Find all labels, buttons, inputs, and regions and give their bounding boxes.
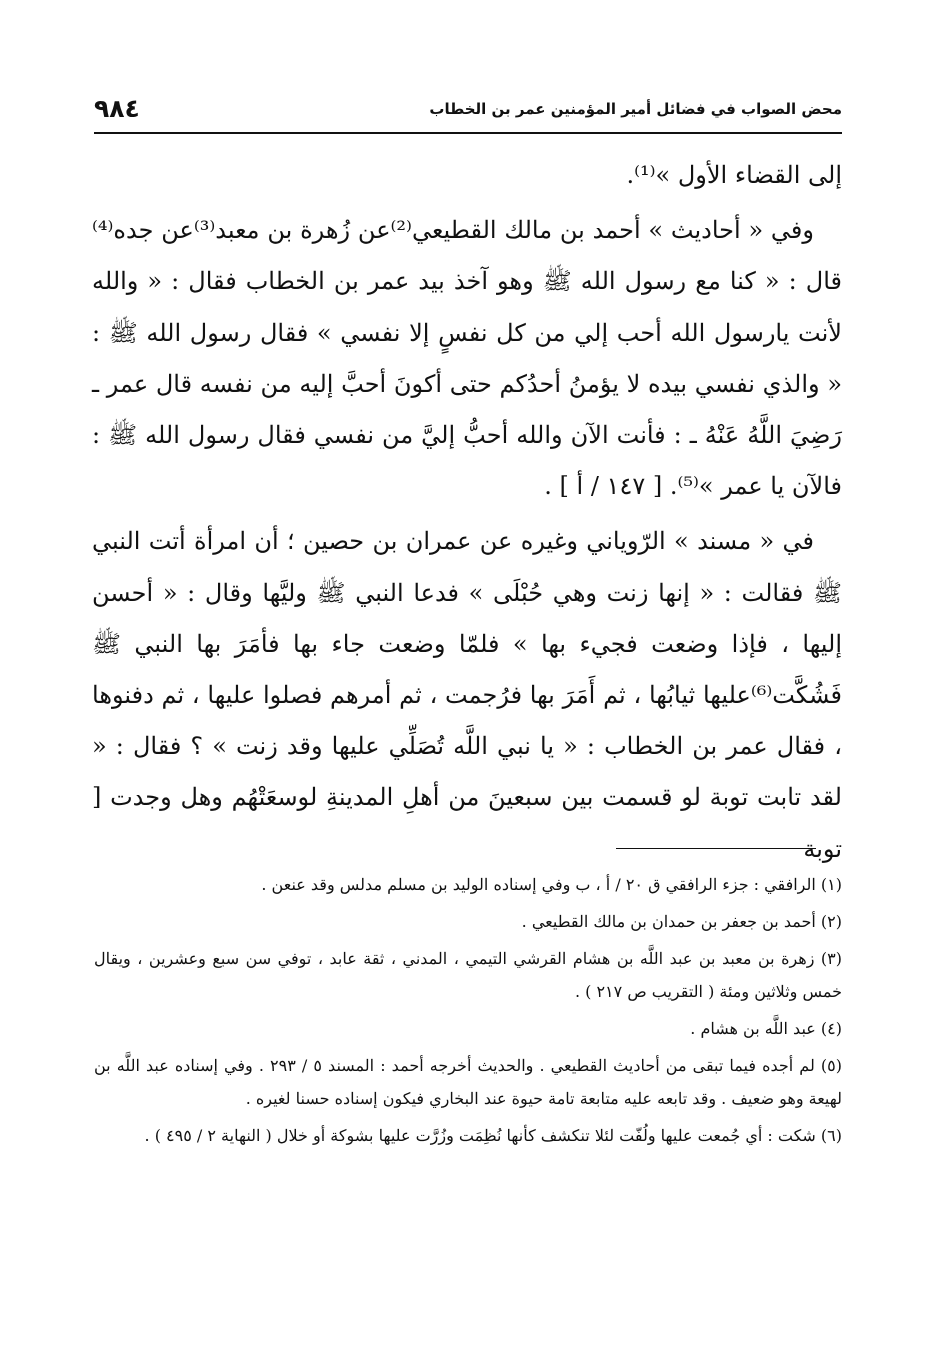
footnote: (٢) أحمد بن جعفر بن حمدان بن مالك القطيعي .: [521, 912, 842, 931]
page-number: ٩٨٤: [94, 94, 140, 123]
footnote: (٦) شكت : أي جُمعت عليها ولُفّت لئلا تنكشف كأنها نُظِمَت وزُرَّت عليها بشوكة أو خلال ( النهاية ٢ / ٤٩٥ ) .: [144, 1126, 842, 1145]
page-header: [94, 94, 842, 134]
footnote: (٣) زهرة بن معبد بن عبد اللَّه بن هشام القرشي التيمي ، المدني ، ثقة عابد ، توفي سن سبع وعشرين ، ويقال خمس وثلاثين ومئة ( التقريب ص ٢١٧ ) .: [94, 949, 842, 1001]
footnote: (٥) لم أجده فيما تبقى من أحاديث القطيعي . والحديث أخرجه أحمد : المسند ٥ / ٢٩٣ . وفي إسناده عبد اللَّه بن لهيعة وهو ضعيف . وقد تابعه عليه متابعة تامة حيوة عند البخاري فيكون إسناده حسنا لغيره .: [94, 1056, 843, 1108]
footnote: (٤) عبد اللَّه بن هشام .: [690, 1019, 842, 1038]
main-text: [92, 150, 842, 875]
running-title: محض الصواب في فضائل أمير المؤمنين عمر بن الخطاب: [429, 100, 842, 118]
paragraph: إلى القضاء الأول »⁽¹⁾.: [626, 161, 842, 189]
footnote: (١) الرافقي : جزء الرافقي ق ٢٠ / أ ، ب وفي إسناده الوليد بن مسلم مدلس وقد عنعن .: [261, 875, 842, 894]
footnotes: [94, 864, 842, 1152]
paragraph: في « مسند » الرّوياني وغيره عن عمران بن حصين ؛ أن امرأة أتت النبي ﷺ فقالت : « إنها زنت وهي حُبْلَى » فدعا النبي ﷺ وليَّها وقال : « أحسن إليها ، فإذا وضعت فجيء بها » فلمّا وضعت جاء بها فأمَرَ بها النبي ﷺ فَشُكَّت⁽⁶⁾عليها ثيابُها ، ثم أَمَرَ بها فرُجمت ، ثم أمرهم فصلوا عليها ، ثم دفنوها ، فقال عمر بن الخطاب : « يا نبي اللَّه تُصَلِّي عليها وقد زنت » ؟ فقال : « لقد تابت توبة لو قسمت بين سبعينَ من أهلِ المدينةِ لوسعَتْهُم وهل وجدت [ توبة: [92, 527, 842, 863]
paragraph: وفي « أحاديث » أحمد بن مالك القطيعي⁽²⁾عن زُهرة بن معبد⁽³⁾عن جده⁽⁴⁾قال : « كنا مع رسول الله ﷺ وهو آخذ بيد عمر بن الخطاب فقال : « والله لأنت يارسول الله أحب إلي من كل نفسٍ إلا نفسي » فقال رسول الله ﷺ : « والذي نفسي بيده لا يؤمنُ أحدُكم حتى أكونَ أحبَّ إليه من نفسه قال عمر ـ رَضِيَ اللَّهُ عَنْهُ ـ : فأنت الآن والله أحبُّ إليَّ من نفسي فقال رسول الله ﷺ : فالآن يا عمر »⁽⁵⁾. [ ١٤٧ / أ ] .: [92, 216, 842, 501]
footnote-separator: [616, 848, 816, 849]
